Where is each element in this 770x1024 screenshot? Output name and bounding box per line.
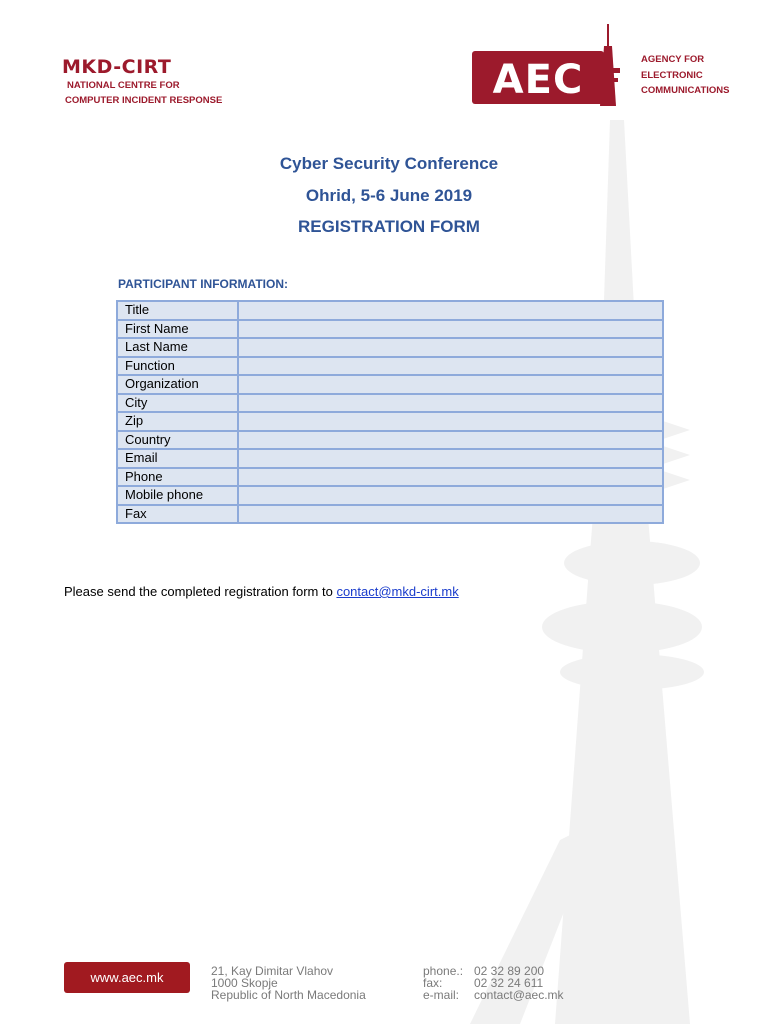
participant-info-label: PARTICIPANT INFORMATION: <box>118 277 288 291</box>
address-line3: Republic of North Macedonia <box>211 988 366 1002</box>
fax-label: fax: <box>423 976 443 990</box>
field-label: Email <box>117 449 238 468</box>
phone-value: 02 32 89 200 <box>474 964 545 978</box>
field-label: City <box>117 394 238 413</box>
field-input-last-name[interactable] <box>238 338 663 357</box>
field-label: Country <box>117 431 238 450</box>
address-line2: 1000 Skopje <box>211 976 278 990</box>
phone-label: phone.: <box>423 964 464 978</box>
agency-line2: ELECTRONIC <box>641 69 703 81</box>
table-row <box>117 412 663 431</box>
form-title: REGISTRATION FORM <box>298 217 480 236</box>
table-row <box>117 320 663 339</box>
table-row <box>117 449 663 468</box>
mkd-cirt-header <box>62 56 222 108</box>
field-label: Phone <box>117 468 238 487</box>
fax-value: 02 32 24 611 <box>474 976 544 990</box>
table-row <box>117 357 663 376</box>
agency-line3: COMMUNICATIONS <box>641 85 730 96</box>
table-row <box>117 301 663 320</box>
field-label: Function <box>117 357 238 376</box>
registration-table <box>116 300 664 524</box>
field-input-phone[interactable] <box>238 468 663 487</box>
field-input-mobile-phone[interactable] <box>238 486 663 505</box>
field-input-organization[interactable] <box>238 375 663 394</box>
field-input-first-name[interactable] <box>238 320 663 339</box>
contact-email-link[interactable]: contact@mkd-cirt.mk <box>336 584 459 599</box>
conference-title: Cyber Security Conference <box>279 154 499 173</box>
table-row <box>117 468 663 487</box>
field-input-zip[interactable] <box>238 412 663 431</box>
mkd-cirt-logo-text: MKD-CIRT <box>62 56 172 78</box>
submission-instruction <box>64 584 459 599</box>
email-value[interactable]: contact@aec.mk <box>474 988 564 1002</box>
table-row <box>117 394 663 413</box>
aec-logo-text: AEC <box>492 57 584 103</box>
agency-name <box>641 52 729 99</box>
field-label: Zip <box>117 412 238 431</box>
footer-contact <box>423 965 564 1001</box>
field-input-country[interactable] <box>238 431 663 450</box>
instruction-text: Please send the completed registration form to <box>64 584 337 599</box>
field-input-title[interactable] <box>238 301 663 320</box>
email-label: e-mail: <box>423 988 460 1002</box>
table-row <box>117 505 663 524</box>
table-row <box>117 375 663 394</box>
field-label: Title <box>117 301 238 320</box>
mkd-cirt-subtitle-line1: NATIONAL CENTRE FOR <box>67 80 180 91</box>
table-row <box>117 486 663 505</box>
field-label: Organization <box>117 375 238 394</box>
field-input-email[interactable] <box>238 449 663 468</box>
table-row <box>117 431 663 450</box>
conference-date: Ohrid, 5-6 June 2019 <box>305 186 473 205</box>
field-input-city[interactable] <box>238 394 663 413</box>
address-line1: 21, Kay Dimitar Vlahov <box>211 964 334 978</box>
agency-line1: AGENCY FOR <box>641 54 705 65</box>
mkd-cirt-subtitle-line2: COMPUTER INCIDENT RESPONSE <box>65 95 223 106</box>
website-button[interactable]: www.aec.mk <box>64 962 190 993</box>
aec-logo <box>470 24 633 108</box>
field-label: First Name <box>117 320 238 339</box>
field-label: Fax <box>117 505 238 524</box>
footer-address <box>211 965 366 1001</box>
field-label: Last Name <box>117 338 238 357</box>
field-label: Mobile phone <box>117 486 238 505</box>
field-input-function[interactable] <box>238 357 663 376</box>
field-input-fax[interactable] <box>238 505 663 524</box>
table-row <box>117 338 663 357</box>
